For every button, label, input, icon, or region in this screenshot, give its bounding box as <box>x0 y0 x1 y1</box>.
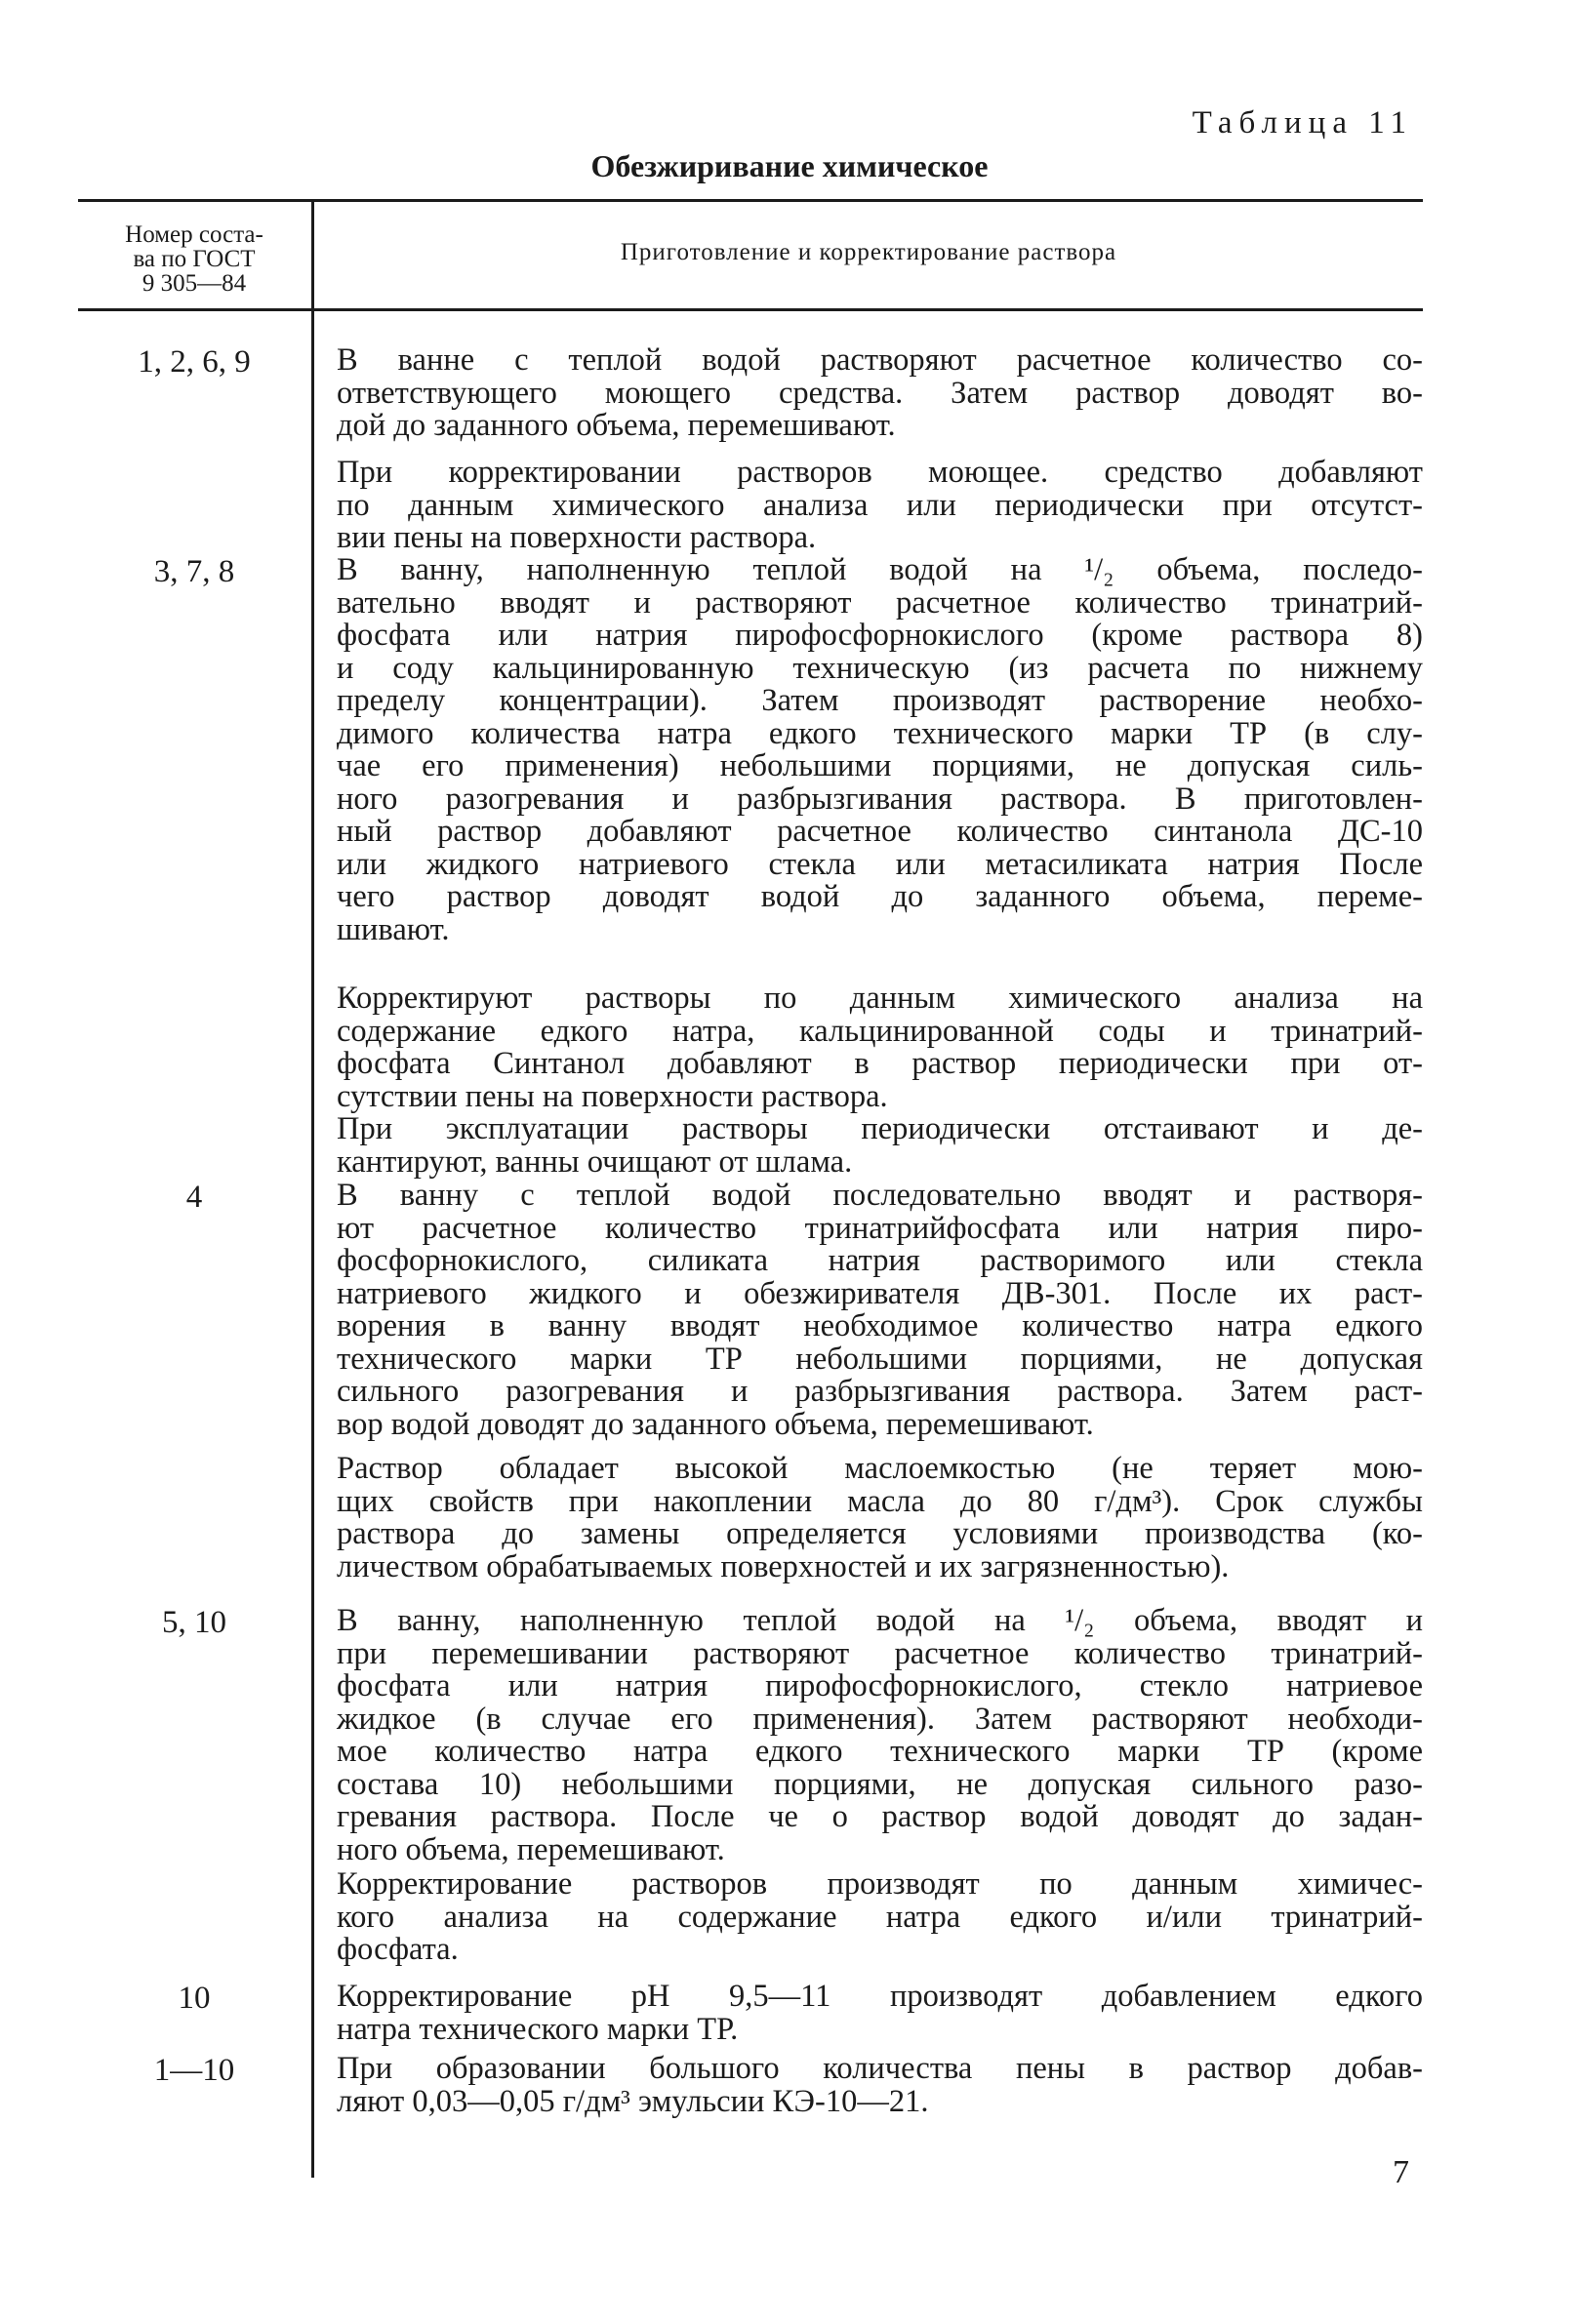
text-line: В ванну, наполненную теплой водой на ¹/₂ объема, вводят и <box>337 1603 1423 1638</box>
table-top-rule <box>78 199 1423 202</box>
paragraph <box>337 344 1423 443</box>
text-line: В ванне с теплой водой растворяют расчетное количество со- <box>337 342 1423 378</box>
text-line: фосфата или натрия пирофосфорнокислого (кроме раствора 8) <box>337 618 1423 653</box>
row-number: 10 <box>178 1981 211 2016</box>
text-line: чае его применения) небольшими порциями, не допуская силь- <box>337 748 1423 783</box>
text-line: Корректирование pH 9,5—11 производят добавлением едкого <box>337 1979 1423 2014</box>
text-line: личеством обрабатываемых поверхностей и их загрязненностью). <box>337 1548 1230 1584</box>
text-line: При корректировании растворов моющее. средство добавляют <box>337 455 1423 490</box>
text-line: димого количества натра едкого технического марки ТР (в слу- <box>337 715 1423 751</box>
text-line: ляют 0,03—0,05 г/дм³ эмульсии КЭ-10—21. <box>337 2083 929 2119</box>
table-label: Таблица 11 <box>1192 105 1413 140</box>
paragraph <box>337 554 1423 946</box>
page-title: Обезжиривание химическое <box>590 148 989 183</box>
text-line: Корректирование растворов производят по данным химичес- <box>337 1866 1423 1902</box>
text-line: ют расчетное количество тринатрийфосфата или натрия пиро- <box>337 1210 1423 1246</box>
text-line: щих свойств при накоплении масла до 80 г/дм³). Срок службы <box>337 1483 1423 1519</box>
text-line: сутствии пены на поверхности раствора. <box>337 1078 888 1114</box>
text-line: жидкое (в случае его применения). Затем растворяют необходи- <box>337 1701 1423 1737</box>
column-divider <box>311 199 314 2178</box>
text-line: фосфата Синтанол добавляют в раствор периодически при от- <box>337 1046 1423 1081</box>
text-line: При образовании большого количества пены в раствор добав- <box>337 2051 1423 2086</box>
row-number: 1—10 <box>153 2053 235 2088</box>
text-line: и соду кальцинированную техническую (из расчета по нижнему <box>337 650 1423 686</box>
text-line: фосфорнокислого, силиката натрия растворимого или стекла <box>337 1243 1423 1278</box>
text-line: пределу концентрации). Затем производят растворение необхо- <box>337 683 1423 718</box>
text-line: содержание едкого натра, кальцинированной соды и тринатрий- <box>337 1013 1423 1049</box>
text-line: ответствующего моющего средства. Затем раствор доводят во- <box>337 375 1423 411</box>
column-header-number: Номер соста- ва по ГОСТ 9 305—84 <box>125 221 263 297</box>
text-line: натра технического марки ТР. <box>337 2011 739 2047</box>
text-line: технического марки ТР небольшими порциями, не допуская <box>337 1341 1423 1377</box>
text-line: ного объема, перемешивают. <box>337 1831 725 1867</box>
text-line: При эксплуатации растворы периодически отстаивают и де- <box>337 1111 1423 1146</box>
paragraph <box>337 1605 1423 1866</box>
text-line: В ванну с теплой водой последовательно вводят и растворя- <box>337 1178 1423 1213</box>
text-line: раствора до замены определяется условиями производства (ко- <box>337 1516 1423 1551</box>
text-line: дой до заданного объема, перемешивают. <box>337 408 896 443</box>
text-line: Корректируют растворы по данным химического анализа на <box>337 981 1423 1016</box>
column-header-preparation: Приготовление и корректирование раствора <box>620 239 1117 265</box>
text-line: шивают. <box>337 911 450 947</box>
paragraph <box>337 457 1423 555</box>
text-line: при перемешивании растворяют расчетное количество тринатрий- <box>337 1635 1423 1671</box>
paragraph <box>337 1180 1423 1441</box>
text-line: вии пены на поверхности раствора. <box>337 520 817 555</box>
paragraph <box>337 2053 1423 2118</box>
text-line: В ванну, наполненную теплой водой на ¹/₂ объема, последо- <box>337 552 1423 587</box>
text-line: ворения в ванну вводят необходимое количество натра едкого <box>337 1308 1423 1343</box>
text-line: или жидкого натриевого стекла или метасиликата натрия После <box>337 846 1423 882</box>
text-line: натриевого жидкого и обезжиривателя ДВ-301. После их раст- <box>337 1275 1423 1311</box>
paragraph <box>337 1113 1423 1179</box>
text-line: фосфата или натрия пирофосфорнокислого, стекло натриевое <box>337 1668 1423 1703</box>
row-number: 4 <box>185 1180 203 1215</box>
page-number: 7 <box>1393 2154 1409 2190</box>
paragraph <box>337 1453 1423 1583</box>
row-number: 1, 2, 6, 9 <box>138 344 251 380</box>
text-line: по данным химического анализа или периодически при отсутст- <box>337 487 1423 523</box>
text-line: ный раствор добавляют расчетное количество синтанола ДС-10 <box>337 814 1423 849</box>
paragraph <box>337 1868 1423 1967</box>
text-line: фосфата. <box>337 1932 459 1967</box>
text-line: сильного разогревания и разбрызгивания раствора. Затем раст- <box>337 1374 1423 1409</box>
paragraph <box>337 982 1423 1113</box>
text-line: гревания раствора. После че о раствор водой доводят до задан- <box>337 1799 1423 1834</box>
header-bottom-rule <box>78 308 1423 311</box>
paragraph <box>337 1981 1423 2046</box>
row-number: 5, 10 <box>162 1605 226 1640</box>
text-line: состава 10) небольшими порциями, не допуская сильного разо- <box>337 1766 1423 1802</box>
text-line: ного разогревания и разбрызгивания раствора. В приготовлен- <box>337 781 1423 817</box>
row-number: 3, 7, 8 <box>153 554 235 589</box>
text-line: вательно вводят и растворяют расчетное количество тринатрий- <box>337 584 1423 621</box>
text-line: вор водой доводят до заданного объема, перемешивают. <box>337 1406 1094 1442</box>
text-line: мое количество натра едкого технического марки ТР (кроме <box>337 1734 1423 1769</box>
text-line: кантируют, ванны очищают от шлама. <box>337 1143 853 1180</box>
text-line: Раствор обладает высокой маслоемкостью (не теряет мою- <box>337 1451 1423 1486</box>
text-line: чего раствор доводят водой до заданного объема, переме- <box>337 879 1423 914</box>
text-line: кого анализа на содержание натра едкого и/или тринатрий- <box>337 1899 1423 1935</box>
